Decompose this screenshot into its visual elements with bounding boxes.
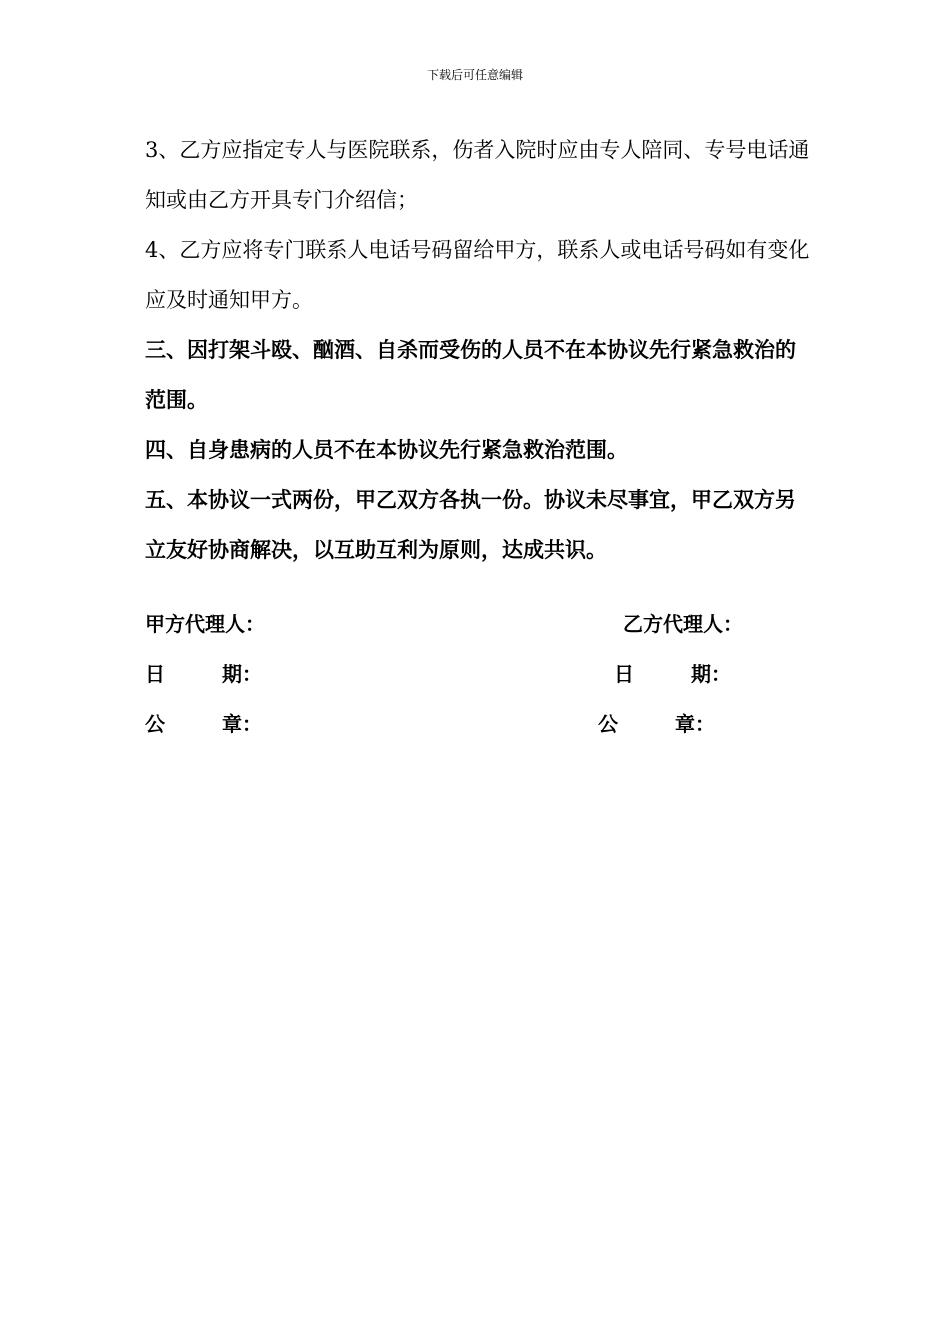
party-a-date-char2: 期：	[222, 662, 262, 686]
party-b-date-char2: 期：	[691, 662, 731, 686]
party-b-date-char1: 日	[614, 662, 634, 686]
party-a-date-char1: 日	[145, 662, 165, 686]
section-three: 三、因打架斗殴、酗酒、自杀而受伤的人员不在本协议先行紧急救治的范围。	[145, 337, 796, 412]
party-b-agent-label: 乙方代理人：	[623, 612, 743, 636]
party-b-seal-char2: 章：	[675, 712, 715, 736]
header-note: 下载后可任意编辑	[426, 68, 523, 82]
clause-4: 4、乙方应将专门联系人电话号码留给甲方，联系人或电话号码如有变化应及时通知甲方。	[145, 238, 810, 312]
document-body	[145, 125, 810, 575]
party-a-agent-label: 甲方代理人：	[145, 612, 265, 636]
section-five: 五、本协议一式两份，甲乙双方各执一份。协议未尽事宜，甲乙双方另立友好协商解决，以互助互利为原则，达成共识。	[145, 487, 796, 562]
section-four: 四、自身患病的人员不在本协议先行紧急救治范围。	[145, 437, 628, 462]
party-b-seal-char1: 公	[598, 712, 618, 736]
party-a-seal-char2: 章：	[222, 712, 262, 736]
party-a-seal-char1: 公	[145, 712, 165, 736]
clause-3: 3、乙方应指定专人与医院联系，伤者入院时应由专人陪同、专号电话通知或由乙方开具专门介绍信；	[145, 138, 810, 212]
